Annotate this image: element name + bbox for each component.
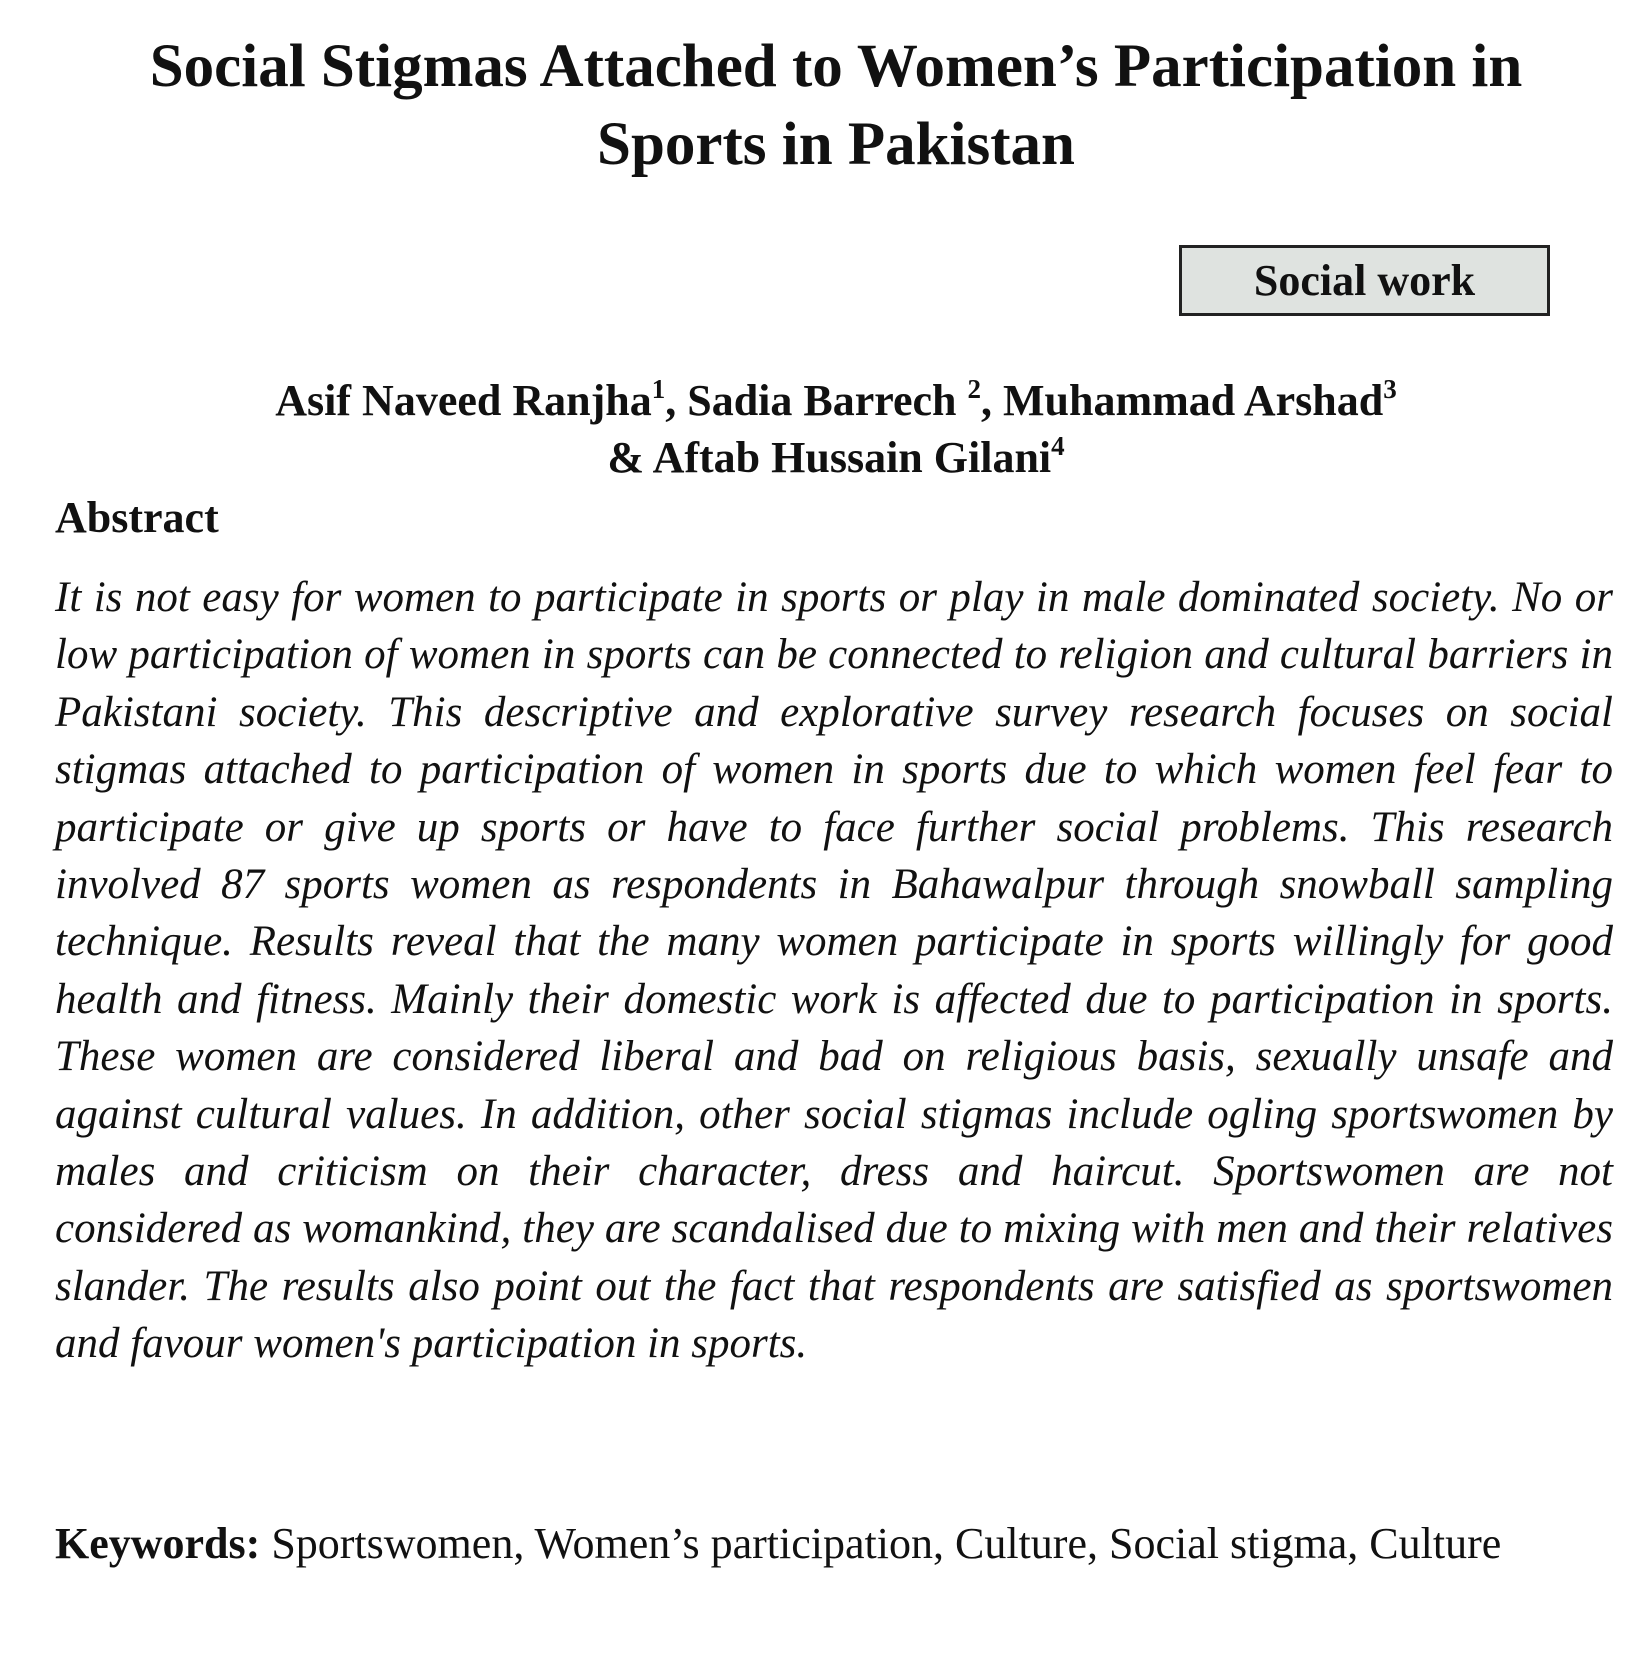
title-line-1: Social Stigmas Attached to Women’s Participation in bbox=[149, 33, 1523, 100]
title-line-2: Sports in Pakistan bbox=[597, 111, 1075, 178]
author-name-1: Asif Naveed Ranjha bbox=[275, 376, 652, 425]
author-name-2: Sadia Barrech bbox=[687, 376, 968, 425]
keywords bbox=[55, 1515, 1613, 1573]
paper-title bbox=[40, 28, 1632, 184]
author-name-3: Muhammad Arshad bbox=[1003, 376, 1384, 425]
abstract-heading: Abstract bbox=[55, 493, 219, 542]
abstract-text: It is not easy for women to participate in sports or play in male dominated society. No or low participation of women in sports can be connected to religion and cultural barriers in Pakistani society. This descriptive and explorative survey research focuses on social stigmas attached to participation of women in sports due to which women feel fear to participate or give up sports or have to face further social problems. This research involved 87 sports women as respondents in Bahawalpur through snowball sampling technique. Results reveal that the many women participate in sports willingly for good health and fitness. Mainly their domestic work is affected due to participation in sports. These women are considered liberal and bad on religious basis, sexually unsafe and against cultural values. In addition, other social stigmas include ogling sportswomen by males and criticism on their character, dress and haircut. Sportswomen are not considered as womankind, they are scandalised due to mixing with men and their relatives slander. The results also point out the fact that respondents are satisfied as sportswomen and favour women's participation in sports. bbox=[55, 574, 1613, 1368]
author-name-4: & Aftab Hussain Gilani bbox=[607, 433, 1052, 482]
author-affiliation-1: 1 bbox=[651, 374, 666, 404]
keywords-label: Keywords: bbox=[55, 1519, 261, 1568]
author-separator-1: , bbox=[665, 376, 688, 425]
author-affiliation-3: 3 bbox=[1383, 374, 1397, 404]
keywords-text: Sportswomen, Women’s participation, Culture, Social stigma, Culture bbox=[260, 1519, 1502, 1568]
author-separator-2: , bbox=[981, 376, 1004, 425]
author-affiliation-2: 2 bbox=[967, 374, 982, 404]
author-list bbox=[40, 372, 1632, 486]
author-line-2 bbox=[40, 429, 1632, 486]
author-affiliation-4: 4 bbox=[1051, 431, 1065, 461]
author-line-1 bbox=[40, 372, 1632, 429]
category-badge: Social work bbox=[1179, 245, 1550, 316]
